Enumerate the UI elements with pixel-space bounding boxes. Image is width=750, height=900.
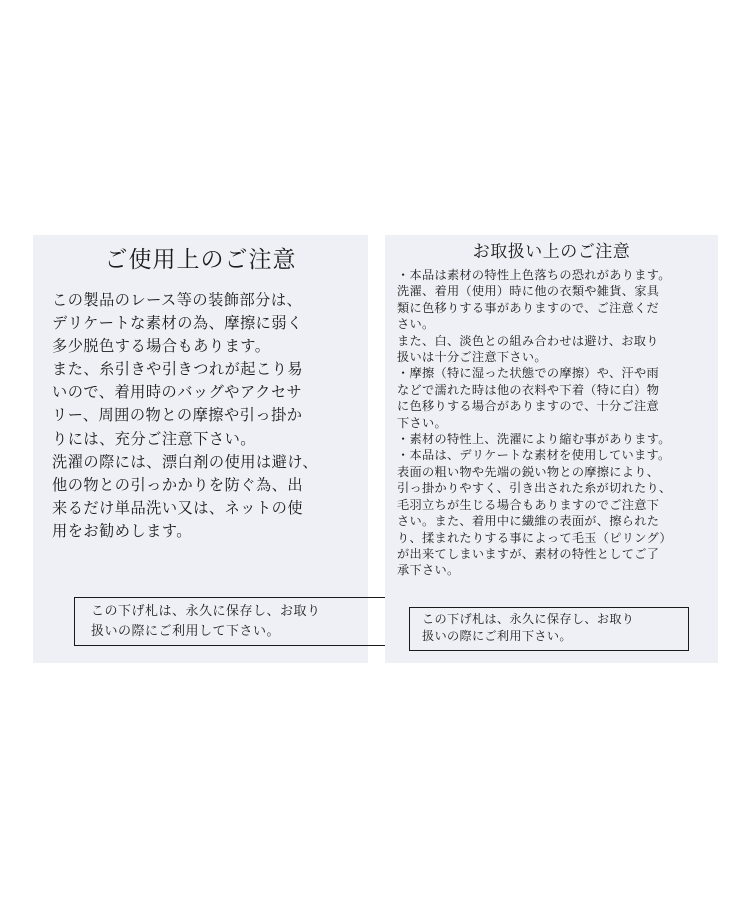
tag-title: お取扱い上のご注意	[472, 242, 631, 262]
tag-text-line: ・本品は、デリケートな素材を使用しています。	[397, 448, 671, 463]
tag-text-line: り、揉まれたりする事によって毛玉（ピリング）	[397, 530, 672, 545]
tag-text-line: いので、着用時のバッグやアクセサ	[52, 383, 303, 402]
tag-text-line: 来るだけ単品洗い又は、ネットの使	[52, 498, 303, 517]
tag-text-line: デリケートな素材の為、摩擦に弱く	[52, 314, 303, 333]
tag-text-line: 扱いは十分ご注意下さい。	[397, 350, 547, 365]
tag-text-line: 多少脱色する場合もあります。	[52, 337, 271, 356]
tag-text-line: 毛羽立ちが生じる場合もありますのでご注意下	[397, 497, 660, 512]
tag-text-line: 表面の粗い物や先端の鋭い物との摩擦により、	[397, 464, 660, 479]
notice-line: 扱いの際にご利用して下さい。	[91, 624, 281, 639]
care-tag-left	[33, 235, 368, 663]
tag-title: ご使用上のご注意	[104, 247, 297, 273]
tag-text-line: ・本品は素材の特性上色落ちの恐れがあります。	[397, 268, 671, 282]
tag-text-line: 用をお勧めします。	[52, 521, 192, 540]
tag-text-line: に色移りする場合がありますので、十分ご注意	[397, 399, 659, 414]
tag-body	[43, 289, 358, 543]
tag-text-line: ・摩擦（特に湿った状態での摩擦）や、汗や雨	[397, 366, 659, 381]
tag-text-line: リー、周囲の物との摩擦や引っ掛か	[52, 406, 303, 425]
tag-text-line: さい。	[397, 317, 435, 332]
tag-text-line: 引っ掛かりやすく、引き出された糸が切れたり、	[397, 481, 672, 496]
keep-tag-notice	[74, 597, 388, 646]
tag-text-line: 他の物との引っかかりを防ぐ為、出	[52, 475, 303, 494]
tag-text-line: 洗濯、着用（使用）時に他の衣類や雑貨、家具	[397, 284, 660, 299]
tag-text-line: 類に色移りする事がありますので、ご注意くだ	[397, 300, 659, 315]
tag-text-line: また、白、淡色との組み合わせは避け、お取り	[397, 333, 659, 348]
tag-text-line: 下さい。	[397, 415, 447, 430]
tag-text-line: ・素材の特性上、洗濯により縮む事があります。	[397, 432, 671, 447]
tag-text-line: さい。また、着用中に繊維の表面が、擦られた	[397, 514, 660, 529]
notice-line: この下げ札は、永久に保存し、お取り	[91, 604, 321, 619]
tag-text-line: が出来てしまいますが、素材の特性としてご了	[397, 546, 660, 561]
tag-body	[395, 267, 708, 579]
care-tag-right	[385, 235, 718, 663]
tag-text-line: 洗濯の際には、漂白剤の使用は避け、	[52, 452, 319, 471]
notice-line: この下げ札は、永久に保存し、お取り	[422, 612, 635, 626]
tag-text-line: りには、充分ご注意下さい。	[52, 429, 256, 448]
notice-line: 扱いの際にご利用下さい。	[422, 629, 572, 643]
tag-text-line: また、糸引きや引きつれが起こり易	[52, 360, 303, 379]
tag-text-line: この製品のレース等の装飾部分は、	[52, 291, 303, 309]
tag-text-line: 承下さい。	[397, 563, 460, 578]
keep-tag-notice	[409, 607, 689, 651]
tag-text-line: などで濡れた時は他の衣料や下着（特に白）物	[397, 382, 660, 397]
